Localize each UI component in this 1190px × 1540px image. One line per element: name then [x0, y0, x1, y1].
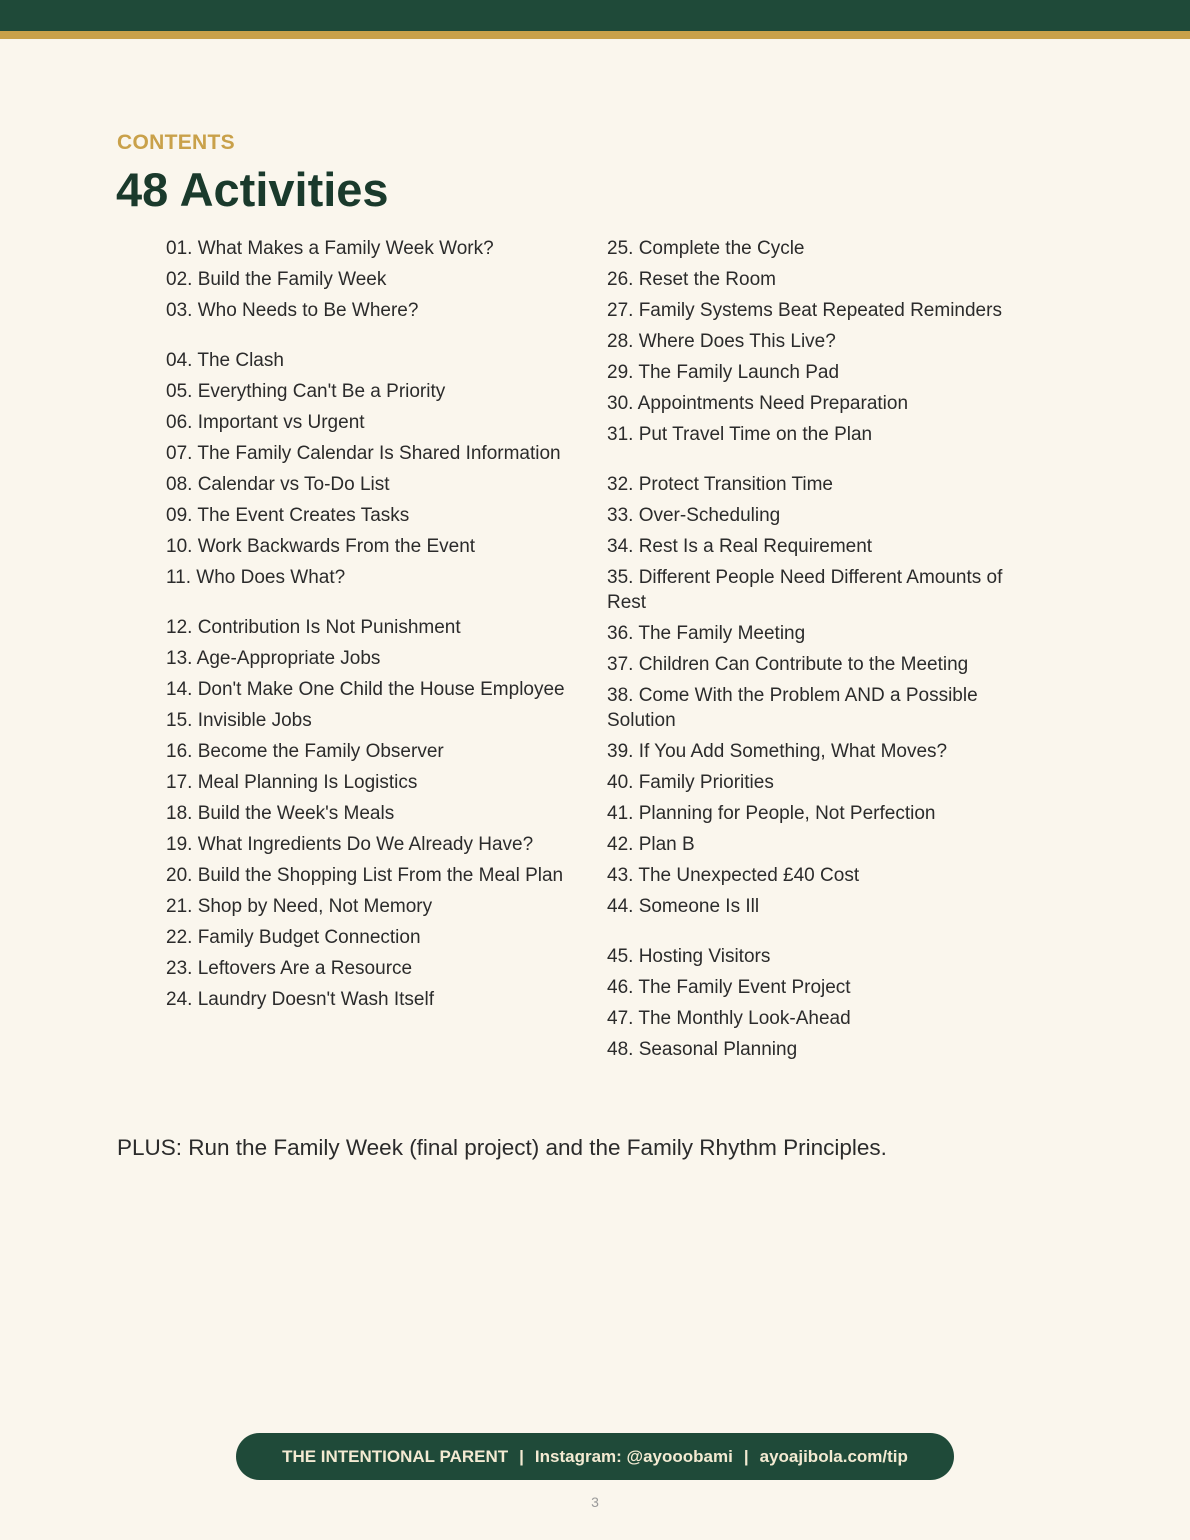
footer-separator: | [519, 1446, 524, 1466]
contents-item: 48. Seasonal Planning [607, 1039, 798, 1060]
top-banner [0, 0, 1190, 31]
contents-item: 33. Over-Scheduling [607, 505, 781, 526]
contents-item: 04. The Clash [166, 350, 284, 371]
contents-item: 12. Contribution Is Not Punishment [166, 617, 461, 638]
contents-item: 42. Plan B [607, 834, 695, 855]
contents-item: 43. The Unexpected £40 Cost [607, 865, 860, 886]
contents-item: 47. The Monthly Look-Ahead [607, 1008, 851, 1029]
contents-item: 14. Don't Make One Child the House Employee [166, 679, 565, 700]
contents-item: 46. The Family Event Project [607, 977, 851, 998]
contents-item: 22. Family Budget Connection [166, 927, 421, 948]
contents-item: 45. Hosting Visitors [607, 946, 771, 967]
contents-item: 09. The Event Creates Tasks [166, 505, 410, 526]
contents-item: 20. Build the Shopping List From the Meal Plan [166, 865, 564, 886]
contents-item: 07. The Family Calendar Is Shared Information [166, 443, 561, 464]
contents-item: 17. Meal Planning Is Logistics [166, 772, 418, 793]
page-title: 48 Activities [116, 163, 389, 216]
contents-item: 15. Invisible Jobs [166, 710, 312, 731]
contents-item: 30. Appointments Need Preparation [607, 393, 909, 414]
contents-item: 24. Laundry Doesn't Wash Itself [166, 989, 435, 1010]
top-accent-stripe [0, 31, 1190, 39]
contents-column-left [166, 236, 586, 1018]
contents-column-right [607, 236, 1027, 1068]
contents-item: 08. Calendar vs To-Do List [166, 474, 390, 495]
contents-item: 26. Reset the Room [607, 269, 776, 290]
contents-item: 06. Important vs Urgent [166, 412, 365, 433]
contents-item: 16. Become the Family Observer [166, 741, 444, 762]
page-number: 3 [591, 1494, 599, 1510]
contents-item: 35. Different People Need Different Amounts of Rest [607, 567, 1003, 613]
contents-item: 11. Who Does What? [166, 567, 346, 588]
contents-item: 21. Shop by Need, Not Memory [166, 896, 433, 917]
contents-item: 03. Who Needs to Be Where? [166, 300, 419, 321]
contents-item: 02. Build the Family Week [166, 269, 387, 290]
contents-item: 32. Protect Transition Time [607, 474, 833, 495]
contents-item: 31. Put Travel Time on the Plan [607, 424, 873, 445]
contents-item: 38. Come With the Problem AND a Possible Solution [607, 685, 978, 731]
footer-separator: | [743, 1446, 749, 1466]
contents-item: 28. Where Does This Live? [607, 331, 836, 352]
footer-instagram: Instagram: @ayooobami [534, 1446, 733, 1466]
contents-item: 19. What Ingredients Do We Already Have? [166, 834, 534, 855]
contents-item: 27. Family Systems Beat Repeated Reminders [607, 300, 1002, 321]
contents-item: 25. Complete the Cycle [607, 238, 805, 259]
contents-item: 05. Everything Can't Be a Priority [166, 381, 446, 402]
contents-item: 01. What Makes a Family Week Work? [166, 238, 494, 259]
contents-item: 39. If You Add Something, What Moves? [607, 741, 948, 762]
contents-item: 36. The Family Meeting [607, 623, 806, 644]
footer-brand: THE INTENTIONAL PARENT [282, 1446, 509, 1466]
plus-note: PLUS: Run the Family Week (final project) and the Family Rhythm Principles. [117, 1135, 887, 1160]
section-eyebrow: CONTENTS [117, 131, 235, 154]
contents-item: 41. Planning for People, Not Perfection [607, 803, 936, 824]
contents-item: 40. Family Priorities [607, 772, 774, 793]
contents-item: 23. Leftovers Are a Resource [166, 958, 413, 979]
contents-item: 29. The Family Launch Pad [607, 362, 840, 383]
footer-banner [236, 1433, 954, 1480]
contents-item: 10. Work Backwards From the Event [166, 536, 476, 557]
contents-item: 13. Age-Appropriate Jobs [166, 648, 381, 669]
footer-website: ayoajibola.com/tip [759, 1446, 908, 1466]
contents-item: 44. Someone Is Ill [607, 896, 760, 917]
contents-item: 34. Rest Is a Real Requirement [607, 536, 873, 557]
contents-item: 37. Children Can Contribute to the Meeting [607, 654, 969, 675]
contents-item: 18. Build the Week's Meals [166, 803, 395, 824]
